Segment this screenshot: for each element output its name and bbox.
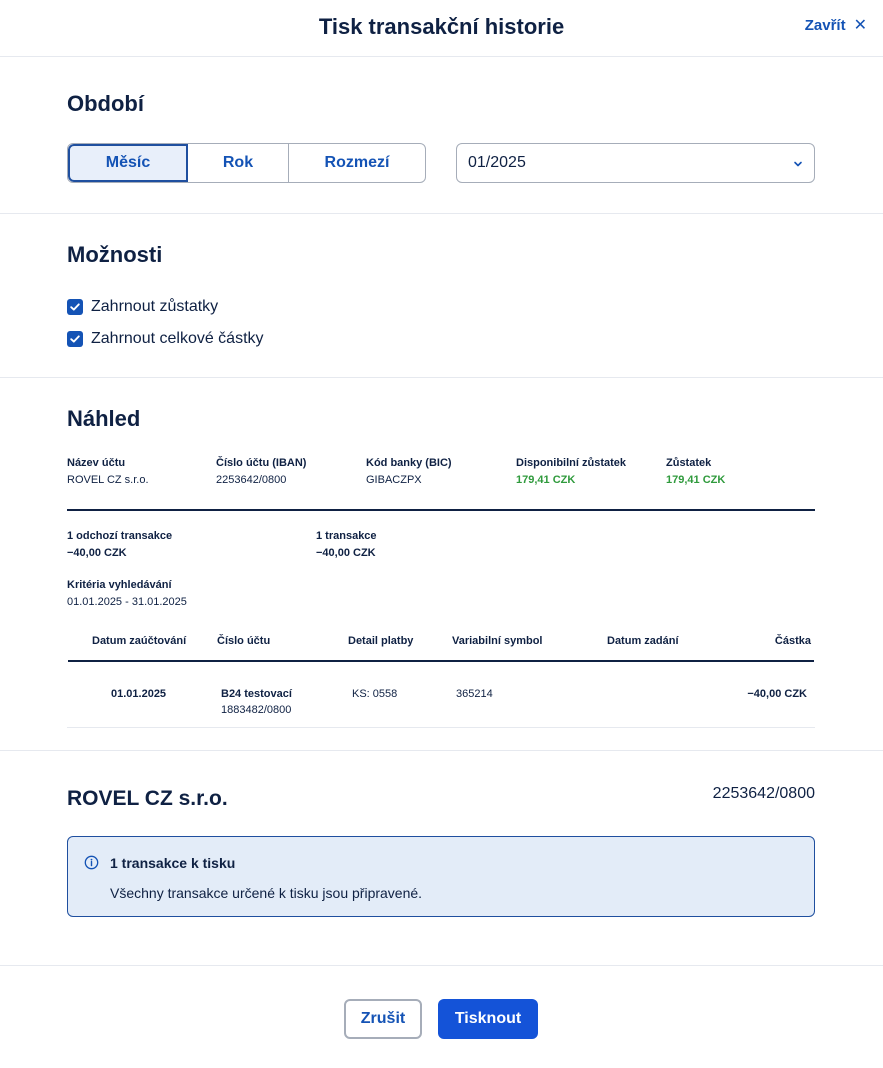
options-heading: Možnosti <box>67 242 163 267</box>
period-segmented-control <box>67 143 426 183</box>
available-balance-value: 179,41 CZK <box>516 474 576 486</box>
transactions-total-value: −40,00 CZK <box>316 547 376 559</box>
preview-heading: Náhled <box>67 406 141 431</box>
dialog-header <box>0 0 883 57</box>
iban-label: Číslo účtu (IBAN) <box>216 457 307 469</box>
tab-year[interactable]: Rok <box>188 144 289 182</box>
row-account-name: B24 testovací <box>221 688 292 700</box>
bic-label: Kód banky (BIC) <box>366 457 452 469</box>
dialog-title: Tisk transakční historie <box>318 14 565 39</box>
iban-value: 2253642/0800 <box>216 474 287 486</box>
divider <box>0 377 883 378</box>
check-icon <box>69 333 81 345</box>
col-entry-date: Datum zadání <box>607 635 679 647</box>
table-row-divider <box>67 727 815 728</box>
divider <box>0 213 883 214</box>
preview-separator <box>67 509 815 511</box>
tab-month[interactable]: Měsíc <box>68 144 188 182</box>
summary-account-name: ROVEL CZ s.r.o. <box>67 787 228 810</box>
info-text: Všechny transakce určené k tisku jsou připravené. <box>110 885 423 901</box>
summary-account-number: 2253642/0800 <box>712 785 815 802</box>
period-heading: Období <box>67 91 144 116</box>
account-name-label: Název účtu <box>67 457 126 469</box>
col-posting-date: Datum zaúčtování <box>92 635 187 647</box>
tab-range[interactable]: Rozmezí <box>324 154 390 171</box>
criteria-value: 01.01.2025 - 31.01.2025 <box>67 596 187 608</box>
account-name-value: ROVEL CZ s.r.o. <box>67 474 149 486</box>
outgoing-total-value: −40,00 CZK <box>67 547 127 559</box>
row-amount: −40,00 CZK <box>747 688 807 700</box>
info-banner <box>67 836 815 917</box>
option-label: Zahrnout celkové částky <box>91 330 264 347</box>
option-include-totals <box>67 330 264 348</box>
row-account-number: 1883482/0800 <box>221 704 292 716</box>
month-select-value: 01/2025 <box>468 154 526 171</box>
option-include-balances <box>67 298 218 316</box>
row-date: 01.01.2025 <box>111 688 167 700</box>
checkbox-include-totals[interactable] <box>67 331 83 347</box>
col-account-number: Číslo účtu <box>217 635 271 647</box>
print-button[interactable]: Tisknout <box>438 999 538 1039</box>
col-amount: Částka <box>774 635 811 647</box>
info-title: 1 transakce k tisku <box>110 855 236 871</box>
close-button[interactable] <box>805 15 867 35</box>
col-variable-symbol: Variabilní symbol <box>452 635 543 647</box>
cancel-button[interactable]: Zrušit <box>344 999 422 1039</box>
bic-value: GIBACZPX <box>366 474 422 486</box>
check-icon <box>69 301 81 313</box>
outgoing-count-label: 1 odchozí transakce <box>67 530 173 542</box>
divider <box>0 965 883 966</box>
balance-value: 179,41 CZK <box>666 474 726 486</box>
available-balance-label: Disponibilní zůstatek <box>516 457 627 469</box>
month-select[interactable] <box>456 143 815 183</box>
checkbox-include-balances[interactable] <box>67 299 83 315</box>
transactions-count-label: 1 transakce <box>316 530 377 542</box>
balance-label: Zůstatek <box>666 457 712 469</box>
row-detail: KS: 0558 <box>352 688 398 700</box>
close-label: Zavřít <box>804 16 846 34</box>
close-icon: ✕ <box>853 17 867 34</box>
chevron-down-icon <box>792 158 804 170</box>
table-header-line <box>68 660 814 662</box>
col-payment-detail: Detail platby <box>348 635 414 647</box>
criteria-label: Kritéria vyhledávání <box>67 579 172 591</box>
divider <box>0 750 883 751</box>
option-label: Zahrnout zůstatky <box>91 298 219 315</box>
info-icon <box>84 855 99 870</box>
row-variable-symbol: 365214 <box>456 688 493 700</box>
